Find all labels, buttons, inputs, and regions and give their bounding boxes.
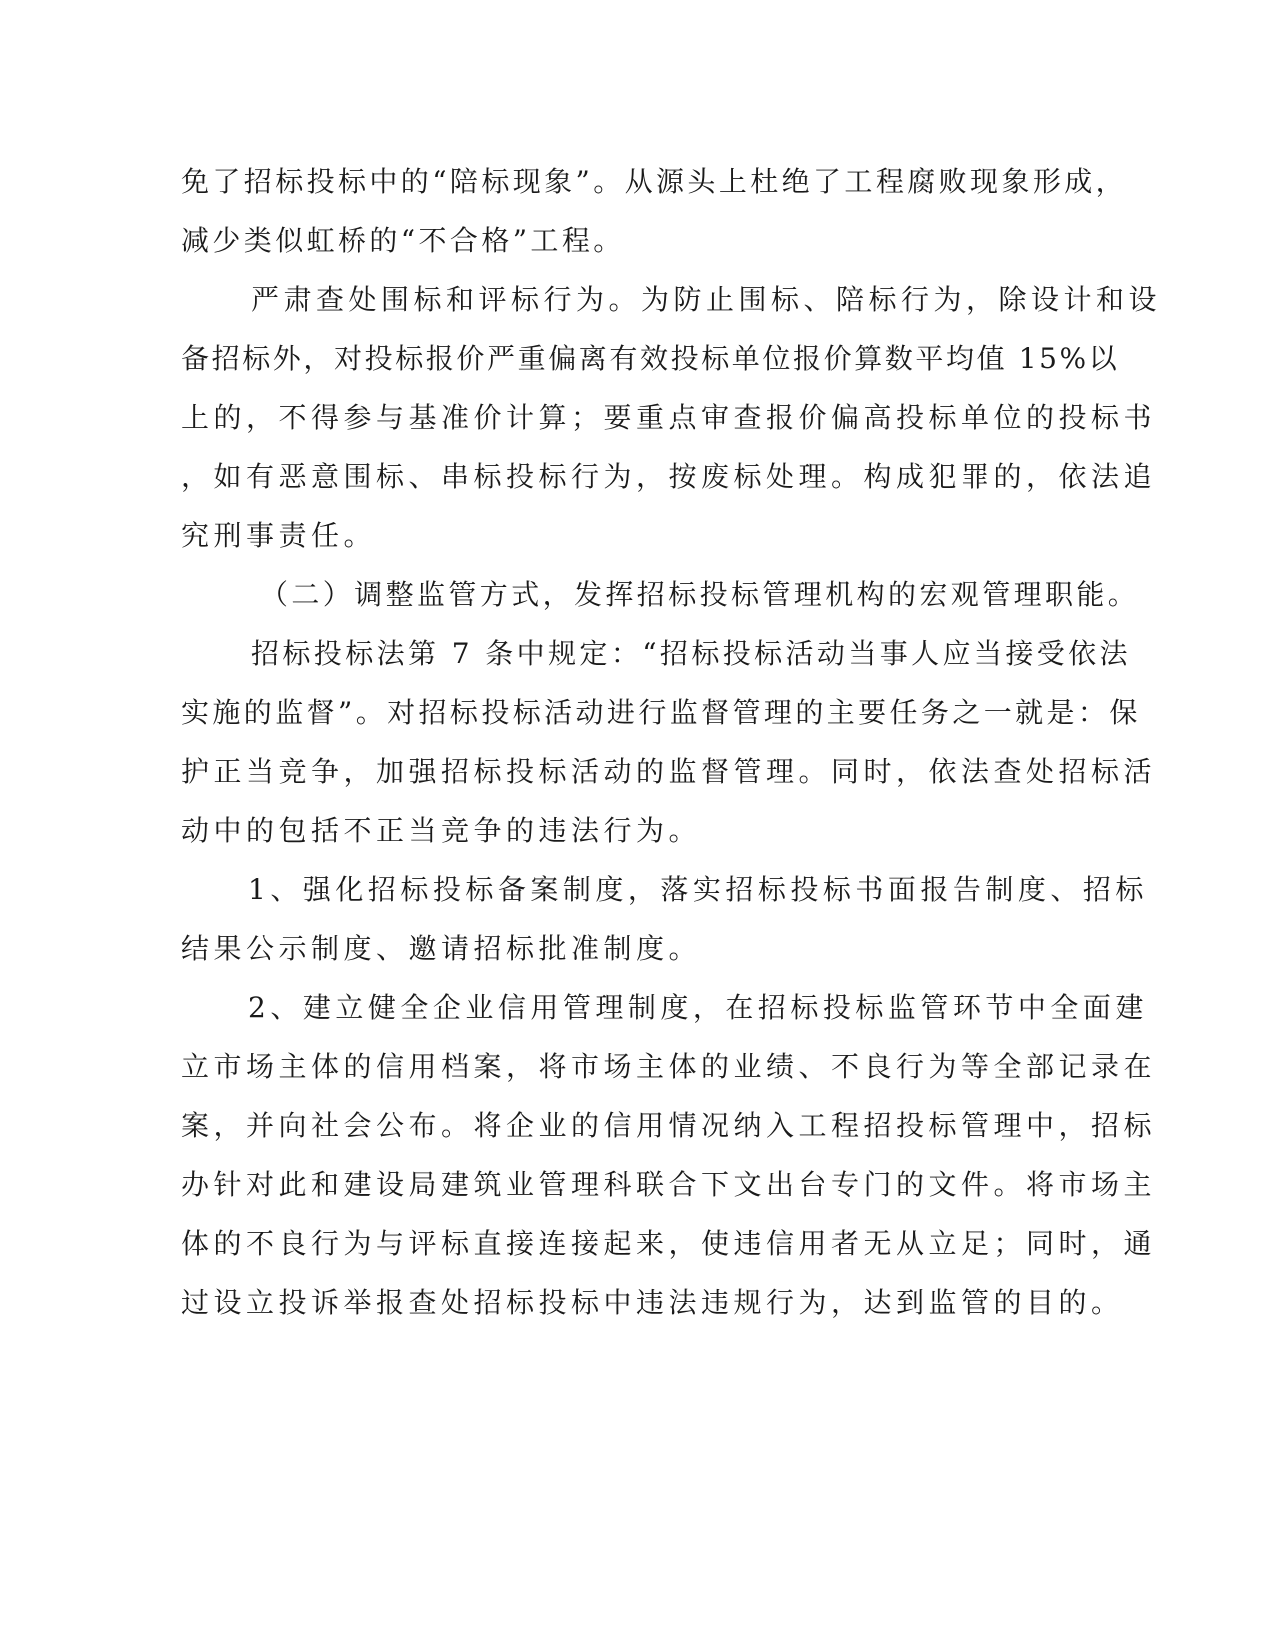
text-line: 实施的监督”。对招标投标活动进行监督管理的主要任务之一就是：保 (181, 696, 1141, 729)
text-line: 备招标外，对投标报价严重偏离有效投标单位报价算数平均值 15%以 (181, 342, 1120, 375)
text-line: 护正当竞争，加强招标投标活动的监督管理。同时，依法查处招标活 (181, 755, 1157, 788)
text-line: 究刑事责任。 (181, 519, 377, 552)
text-line: 动中的包括不正当竞争的违法行为。 (181, 814, 702, 847)
section-heading: （二）调整监管方式，发挥招标投标管理机构的宏观管理职能。 (260, 578, 1140, 611)
text-line: 严肃查处围标和评标行为。为防止围标、陪标行为，除设计和设 (251, 283, 1162, 316)
text-line: ，如有恶意围标、串标投标行为，按废标处理。构成犯罪的，依法追 (181, 460, 1157, 493)
text-line: 结果公示制度、邀请招标批准制度。 (181, 932, 702, 965)
text-line: 体的不良行为与评标直接连接起来，使违信用者无从立足；同时，通 (181, 1227, 1157, 1260)
text-line: 案，并向社会公布。将企业的信用情况纳入工程招投标管理中，招标 (181, 1109, 1157, 1142)
text-line: 上的，不得参与基准价计算；要重点审查报价偏高投标单位的投标书 (181, 401, 1157, 434)
text-line: 免了招标投标中的“陪标现象”。从源头上杜绝了工程腐败现象形成， (181, 165, 1128, 198)
text-line: 减少类似虹桥的“不合格”工程。 (181, 224, 625, 257)
text-line: 1、强化招标投标备案制度，落实招标投标书面报告制度、招标 (248, 873, 1148, 906)
text-line: 立市场主体的信用档案，将市场主体的业绩、不良行为等全部记录在 (181, 1050, 1157, 1083)
text-line: 2、建立健全企业信用管理制度，在招标投标监管环节中全面建 (248, 991, 1148, 1024)
text-line: 招标投标法第 7 条中规定：“招标投标活动当事人应当接受依法 (251, 637, 1131, 670)
text-line: 过设立投诉举报查处招标投标中违法违规行为，达到监管的目的。 (181, 1286, 1124, 1319)
text-line: 办针对此和建设局建筑业管理科联合下文出台专门的文件。将市场主 (181, 1168, 1157, 1201)
